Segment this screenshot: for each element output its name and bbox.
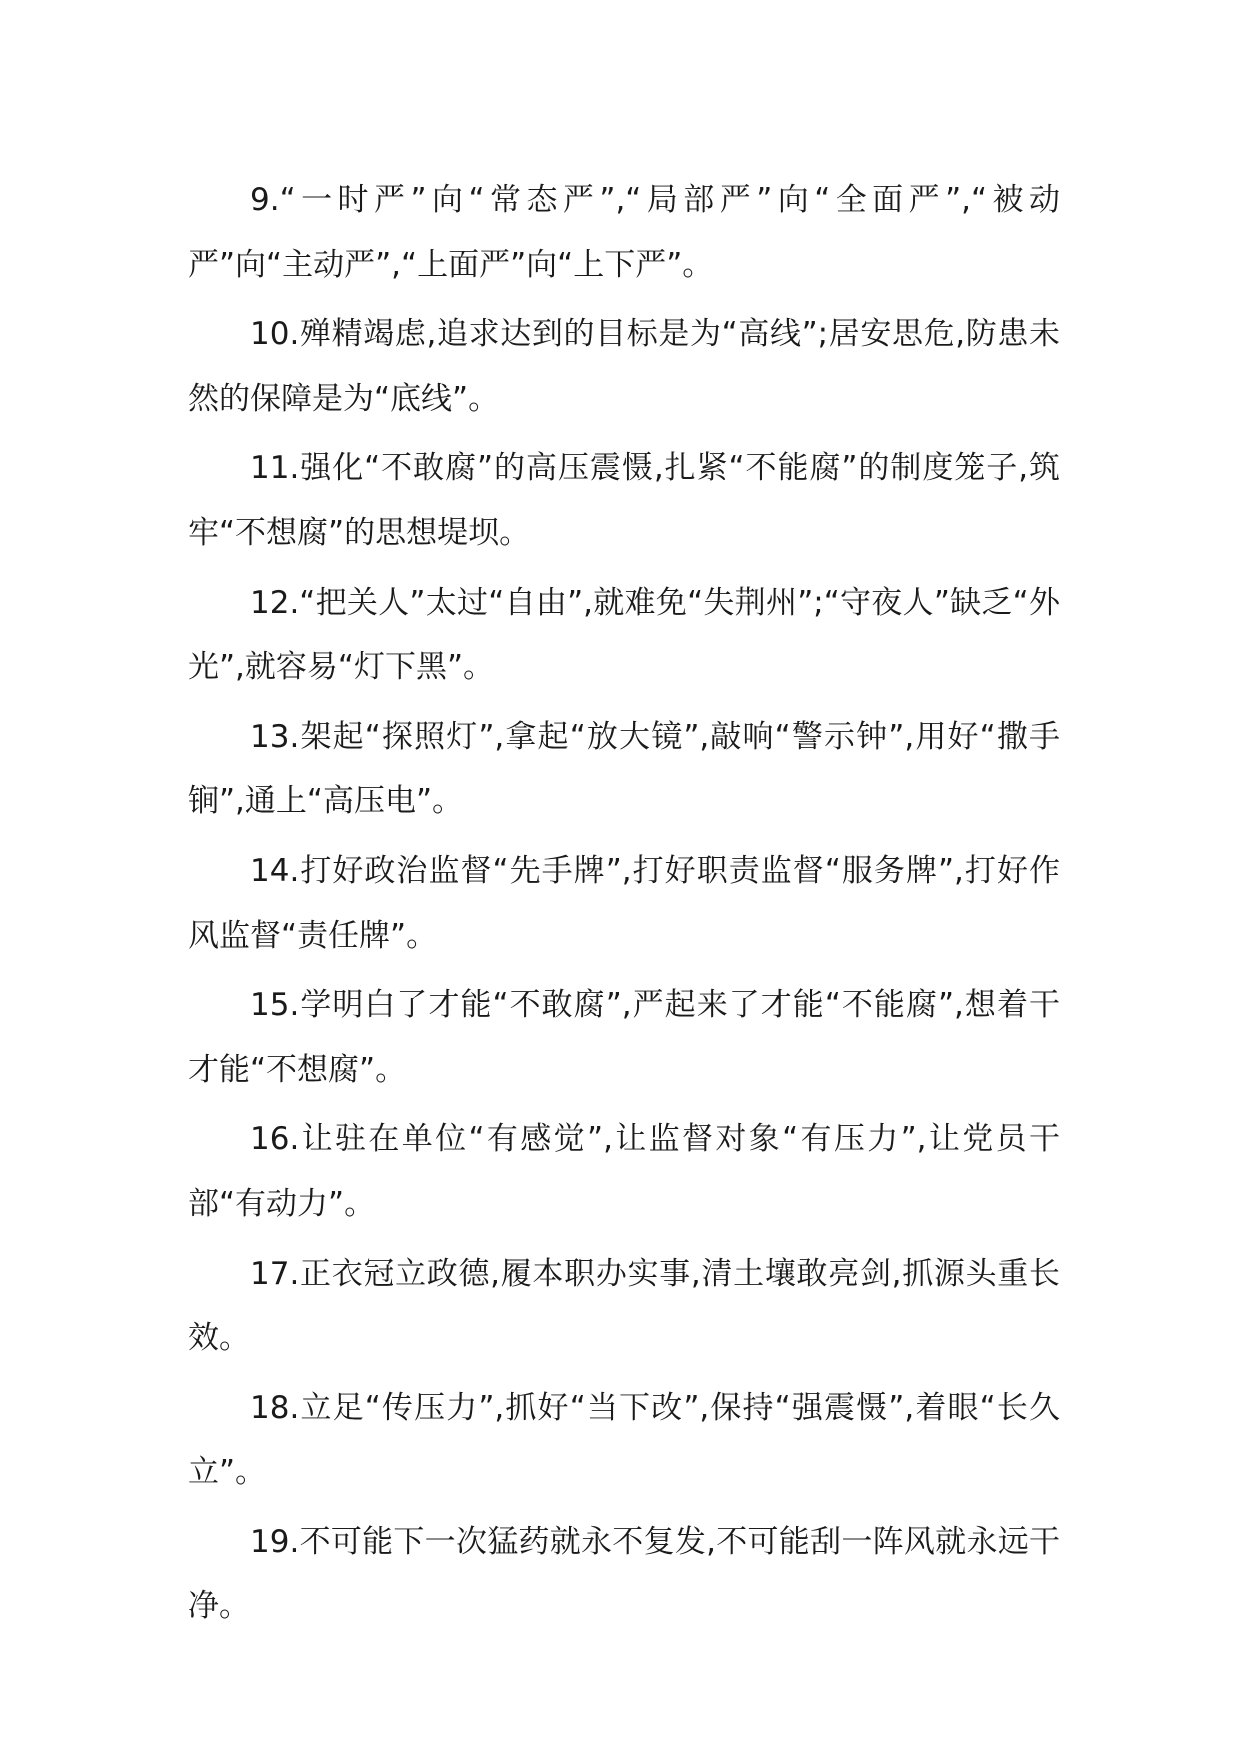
paragraph-17: 17.正衣冠立政德,履本职办实事,清土壤敢亮剑,抓源头重长效。 [188,1255,1060,1357]
paragraph-18: 18.立足“传压力”,抓好“当下改”,保持“强震慑”,着眼“长久立”。 [188,1389,1060,1491]
paragraph-13: 13.架起“探照灯”,拿起“放大镜”,敲响“警示钟”,用好“撒手锏”,通上“高压电”。 [188,718,1060,820]
document-body [188,168,1060,1644]
paragraph-14: 14.打好政治监督“先手牌”,打好职责监督“服务牌”,打好作风监督“责任牌”。 [188,852,1060,954]
paragraph-19: 19.不可能下一次猛药就永不复发,不可能刮一阵风就永远干净。 [188,1523,1060,1625]
paragraph-9: 9.“一时严”向“常态严”,“局部严”向“全面严”,“被动严”向“主动严”,“上面严”向“上下严”。 [188,182,1060,283]
paragraph-12: 12.“把关人”太过“自由”,就难免“失荆州”;“守夜人”缺乏“外光”,就容易“灯下黑”。 [188,584,1060,686]
paragraph-16: 16.让驻在单位“有感觉”,让监督对象“有压力”,让党员干部“有动力”。 [188,1121,1060,1222]
paragraph-11: 11.强化“不敢腐”的高压震慑,扎紧“不能腐”的制度笼子,筑牢“不想腐”的思想堤坝。 [188,450,1060,551]
paragraph-10: 10.殚精竭虑,追求达到的目标是为“高线”;居安思危,防患未然的保障是为“底线”。 [188,316,1060,417]
paragraph-15: 15.学明白了才能“不敢腐”,严起来了才能“不能腐”,想着干才能“不想腐”。 [188,987,1060,1088]
